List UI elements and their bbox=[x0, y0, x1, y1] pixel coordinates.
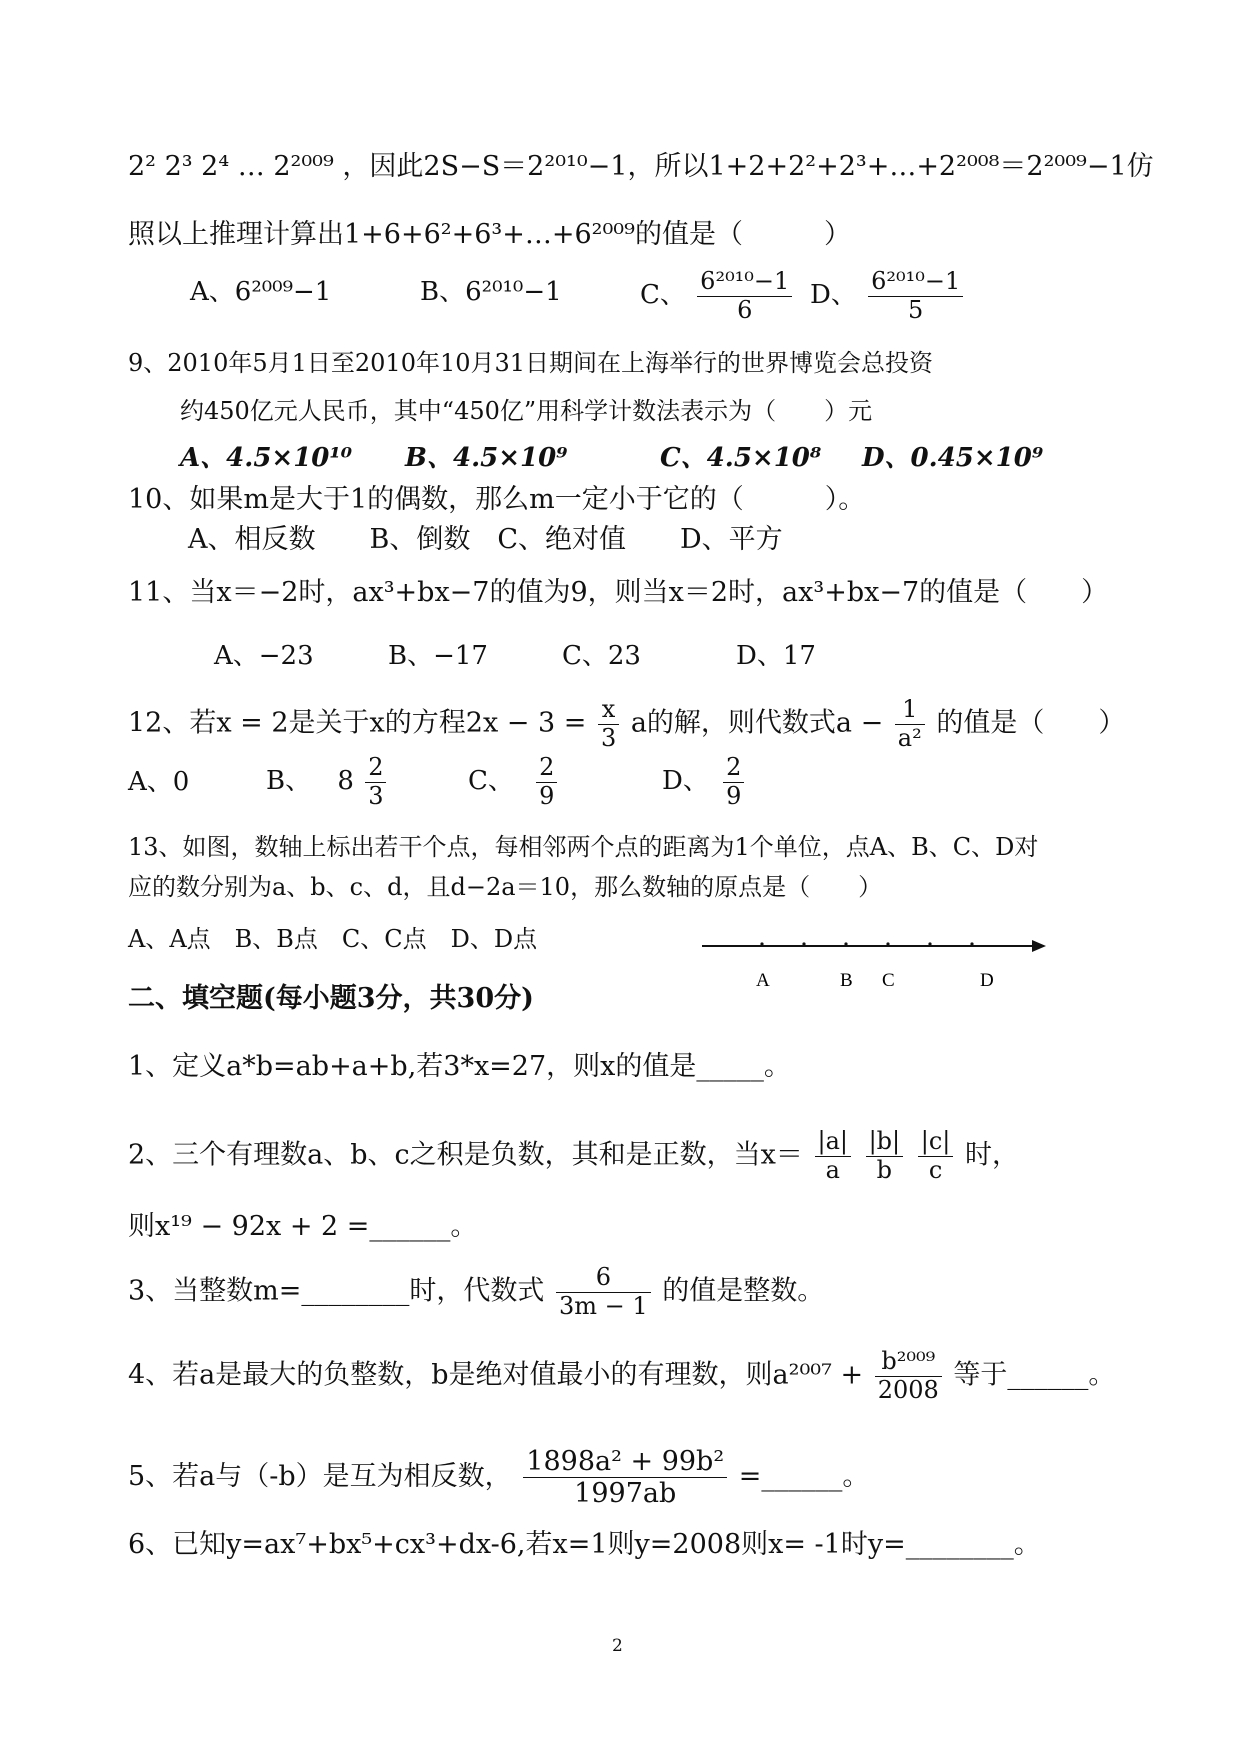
q12-option-a: A、0 bbox=[128, 767, 190, 797]
fill-2-prefix: 2、三个有理数a、b、c之积是负数，其和是正数，当x＝ bbox=[128, 1139, 803, 1171]
q12-option-c-numerator: 2 bbox=[536, 754, 557, 783]
fill-5-numerator: 1898a² + 99b² bbox=[523, 1446, 727, 1478]
q11-option-a: A、−23 bbox=[214, 641, 314, 671]
number-line-point bbox=[970, 942, 973, 945]
q9-option-b: B、4.5×10⁹ bbox=[405, 443, 568, 473]
fill-3-fraction bbox=[556, 1264, 651, 1320]
fill-2-fraction-a-denominator: a bbox=[825, 1155, 840, 1184]
q10-line1: 10、如果m是大于1的偶数，那么m一定小于它的（ ）。 bbox=[128, 484, 866, 515]
fill-4-prefix: 4、若a是最大的负整数，b是绝对值最小的有理数，则a²⁰⁰⁷ + bbox=[128, 1359, 872, 1391]
q12-option-b-denominator: 3 bbox=[368, 781, 384, 810]
fill-3-denominator: 3m − 1 bbox=[559, 1291, 648, 1320]
q12-fraction-x-over-3 bbox=[598, 696, 619, 752]
q8-option-d-fraction bbox=[868, 268, 963, 324]
q12-option-b-label: B、 bbox=[266, 766, 312, 797]
q12-option-c-label: C、 bbox=[468, 766, 514, 797]
fill-2-fraction-c bbox=[918, 1128, 954, 1184]
fill-1: 1、定义a*b=ab+a+b,若3*x=27，则x的值是_____。 bbox=[128, 1051, 791, 1082]
q12-fraction1-numerator: x bbox=[598, 696, 619, 725]
fill-5-denominator: 1997ab bbox=[574, 1478, 677, 1510]
q8-option-a: A、6²⁰⁰⁹−1 bbox=[190, 277, 332, 307]
q8-option-d bbox=[810, 268, 966, 324]
q12-fraction-1-over-a2 bbox=[895, 696, 925, 752]
q11-option-b: B、−17 bbox=[388, 641, 488, 671]
number-line-point bbox=[886, 942, 889, 945]
q12-suffix: 的值是（ ） bbox=[936, 707, 1126, 739]
number-line-label-b: B bbox=[840, 970, 853, 991]
number-line-arrow-icon bbox=[1032, 940, 1046, 952]
fill-5-suffix: =______。 bbox=[738, 1461, 870, 1493]
q8-line1: 2² 2³ 2⁴ … 2²⁰⁰⁹ ，因此2S−S＝2²⁰¹⁰−1，所以1+2+2²+2³+…+2²⁰⁰⁸＝2²⁰⁰⁹−1仿 bbox=[128, 151, 1154, 182]
fill-2-line1 bbox=[128, 1128, 1019, 1184]
q9-option-a: A、4.5×10¹⁰ bbox=[180, 443, 353, 473]
fill-2-suffix: 时， bbox=[964, 1139, 1019, 1171]
fill-4-denominator: 2008 bbox=[877, 1375, 939, 1404]
q12-option-b bbox=[266, 754, 389, 810]
number-line-label-a: A bbox=[756, 970, 770, 991]
section2-heading: 二、填空题(每小题3分，共30分) bbox=[128, 983, 534, 1014]
fill-4-numerator: b²⁰⁰⁹ bbox=[875, 1348, 942, 1377]
q12-line1 bbox=[128, 696, 1125, 752]
fill-2-fraction-b-numerator: |b| bbox=[866, 1128, 904, 1157]
q12-option-d bbox=[662, 754, 747, 810]
q11-line1: 11、当x＝−2时，ax³+bx−7的值为9，则当x＝2时，ax³+bx−7的值是（ ） bbox=[128, 577, 1109, 608]
q12-fraction2-denominator: a² bbox=[897, 723, 922, 752]
q12-option-c-denominator: 9 bbox=[539, 781, 555, 810]
fill-2-fraction-c-denominator: c bbox=[928, 1155, 943, 1184]
q9-line1: 9、2010年5月1日至2010年10月31日期间在上海举行的世界博览会总投资 bbox=[128, 349, 934, 377]
q12-option-b-numerator: 2 bbox=[365, 754, 386, 783]
q11-option-d: D、17 bbox=[736, 641, 816, 671]
number-line-diagram bbox=[700, 932, 1050, 1002]
fill-5 bbox=[128, 1446, 869, 1509]
q12-mid: a的解，则代数式a − bbox=[630, 707, 892, 739]
q12-fraction1-denominator: 3 bbox=[600, 723, 617, 752]
q12-option-b-fraction bbox=[365, 754, 386, 810]
fill-2-fraction-a bbox=[815, 1128, 851, 1184]
number-line-point bbox=[928, 942, 931, 945]
number-line-point bbox=[802, 942, 805, 945]
q13-line1: 13、如图，数轴上标出若干个点，每相邻两个点的距离为1个单位，点A、B、C、D对 bbox=[128, 833, 1039, 861]
fill-6: 6、已知y=ax⁷+bx⁵+cx³+dx-6,若x=1则y=2008则x= -1时y=________。 bbox=[128, 1529, 1041, 1560]
fill-2-line2: 则x¹⁹ − 92x + 2 =______。 bbox=[128, 1211, 478, 1242]
q12-option-d-denominator: 9 bbox=[726, 781, 742, 810]
number-line-label-d: D bbox=[980, 970, 994, 991]
number-line-point bbox=[844, 942, 847, 945]
fill-4 bbox=[128, 1348, 1115, 1404]
q8-option-c bbox=[640, 268, 795, 324]
q12-option-c bbox=[468, 754, 560, 810]
q12-prefix: 12、若x = 2是关于x的方程2x − 3 = bbox=[128, 707, 595, 739]
q8-option-c-numerator: 6²⁰¹⁰−1 bbox=[697, 268, 792, 297]
q12-fraction2-numerator: 1 bbox=[895, 696, 925, 725]
fill-2-fraction-a-numerator: |a| bbox=[815, 1128, 851, 1157]
q8-line2: 照以上推理计算出1+6+6²+6³+…+6²⁰⁰⁹的值是（ ） bbox=[128, 219, 851, 250]
q9-line2: 约450亿元人民币，其中“450亿”用科学计数法表示为（ ）元 bbox=[180, 397, 873, 425]
q10-options: A、相反数 B、倒数 C、绝对值 D、平方 bbox=[188, 524, 783, 555]
q9-option-c: C、4.5×10⁸ bbox=[660, 443, 822, 473]
q8-option-c-denominator: 6 bbox=[737, 295, 753, 324]
page-number: 2 bbox=[612, 1636, 623, 1656]
fill-2-fraction-b-denominator: b bbox=[876, 1155, 893, 1184]
q8-option-d-label: D、 bbox=[810, 280, 857, 311]
q12-option-d-numerator: 2 bbox=[723, 754, 744, 783]
fill-3 bbox=[128, 1264, 824, 1320]
fill-2-fraction-c-numerator: |c| bbox=[918, 1128, 954, 1157]
q8-option-c-label: C、 bbox=[640, 280, 686, 311]
fill-3-suffix: 的值是整数。 bbox=[662, 1275, 825, 1307]
fill-4-fraction bbox=[875, 1348, 942, 1404]
q9-option-d: D、0.45×10⁹ bbox=[862, 443, 1044, 473]
q8-option-c-fraction bbox=[697, 268, 792, 324]
q13-options: A、A点 B、B点 C、C点 D、D点 bbox=[128, 925, 538, 953]
q12-option-d-label: D、 bbox=[662, 766, 709, 797]
fill-4-suffix: 等于______。 bbox=[953, 1359, 1116, 1391]
q8-option-d-numerator: 6²⁰¹⁰−1 bbox=[868, 268, 963, 297]
number-line-point bbox=[760, 942, 763, 945]
q13-line2: 应的数分别为a、b、c、d，且d−2a＝10，那么数轴的原点是（ ） bbox=[128, 873, 883, 901]
q11-option-c: C、23 bbox=[562, 641, 641, 671]
fill-5-prefix: 5、若a与（-b）是互为相反数， bbox=[128, 1461, 512, 1493]
fill-5-fraction bbox=[523, 1446, 727, 1509]
q12-option-b-whole: 8 bbox=[337, 766, 354, 797]
q12-option-c-fraction bbox=[536, 754, 557, 810]
q8-option-d-denominator: 5 bbox=[908, 295, 924, 324]
q8-option-b: B、6²⁰¹⁰−1 bbox=[420, 277, 562, 307]
fill-3-prefix: 3、当整数m=________时，代数式 bbox=[128, 1275, 545, 1307]
number-line-label-c: C bbox=[882, 970, 895, 991]
fill-3-numerator: 6 bbox=[556, 1264, 651, 1293]
fill-2-fraction-b bbox=[866, 1128, 904, 1184]
q12-option-d-fraction bbox=[723, 754, 744, 810]
